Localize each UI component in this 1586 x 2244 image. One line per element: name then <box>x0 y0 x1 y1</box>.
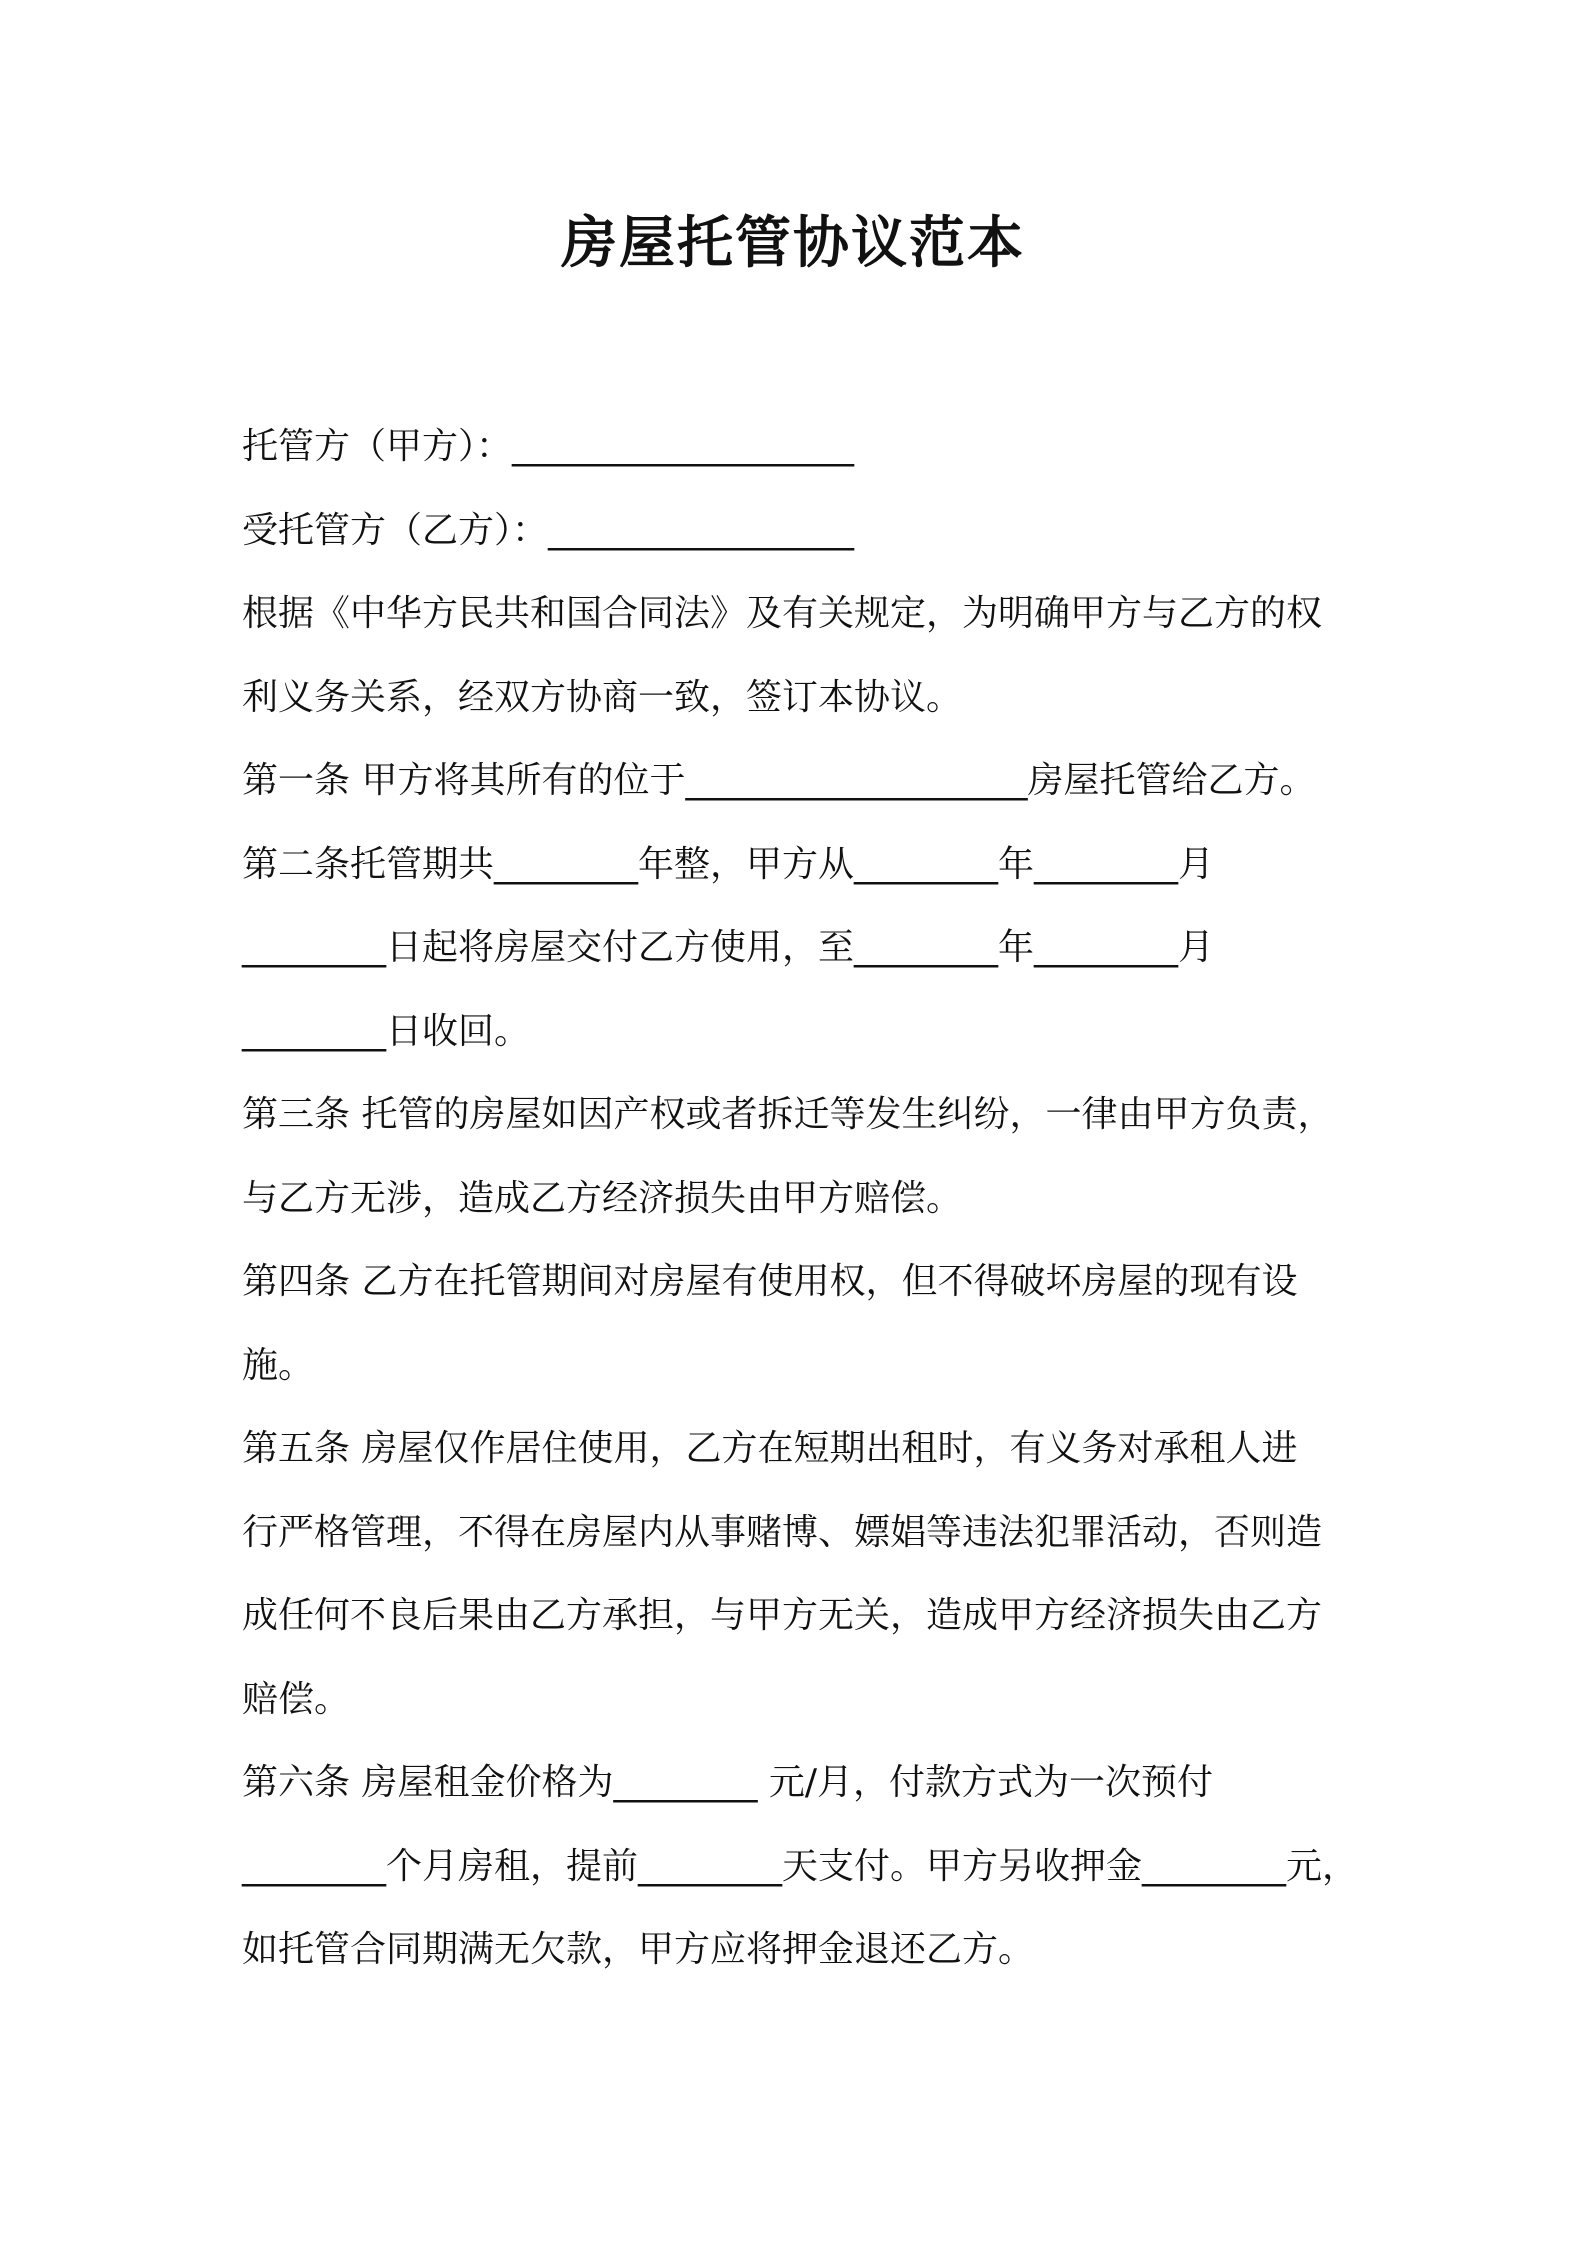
article-4-line-2: 施。 <box>242 1344 315 1386</box>
article-2-line-1: 第二条托管期共________年整，甲方从________年________月 <box>242 843 1215 885</box>
article-1-line-1: 第一条 甲方将其所有的位于___________________房屋托管给乙方。 <box>242 760 1316 801</box>
article-5-line-1: 第五条 房屋仅作居住使用，乙方在短期出租时，有义务对承租人进 <box>242 1428 1298 1469</box>
document-title: 房屋托管协议范本 <box>561 211 1025 276</box>
article-5-line-3: 成任何不良后果由乙方承担，与甲方无关，造成甲方经济损失由乙方 <box>242 1595 1323 1636</box>
article-6-line-1: 第六条 房屋租金价格为________ 元/月，付款方式为一次预付 <box>242 1762 1214 1803</box>
article-5-line-4: 赔偿。 <box>242 1678 351 1720</box>
article-3-line-1: 第三条 托管的房屋如因产权或者拆迁等发生纠纷，一律由甲方负责， <box>242 1094 1334 1135</box>
article-2-line-2: ________日起将房屋交付乙方使用，至________年________月 <box>242 927 1215 968</box>
article-2-line-3: ________日收回。 <box>242 1010 531 1052</box>
document-body <box>242 405 1372 1992</box>
party-b-line: 受托管方（乙方）：_________________ <box>242 509 855 551</box>
preamble-line-1: 根据《中华方民共和国合同法》及有关规定，为明确甲方与乙方的权 <box>242 593 1323 634</box>
article-4-line-1: 第四条 乙方在托管期间对房屋有使用权，但不得破坏房屋的现有设 <box>242 1261 1298 1302</box>
party-a-line: 托管方（甲方）：___________________ <box>242 426 855 467</box>
article-6-line-2: ________个月房租，提前________天支付。甲方另收押金________元， <box>242 1845 1359 1887</box>
article-3-line-2: 与乙方无涉，造成乙方经济损失由甲方赔偿。 <box>242 1177 963 1219</box>
article-5-line-2: 行严格管理，不得在房屋内从事赌博、嫖娼等违法犯罪活动，否则造 <box>242 1511 1323 1553</box>
article-6-line-3: 如托管合同期满无欠款，甲方应将押金退还乙方。 <box>242 1929 1035 1970</box>
preamble-line-2: 利义务关系，经双方协商一致，签订本协议。 <box>242 676 963 718</box>
